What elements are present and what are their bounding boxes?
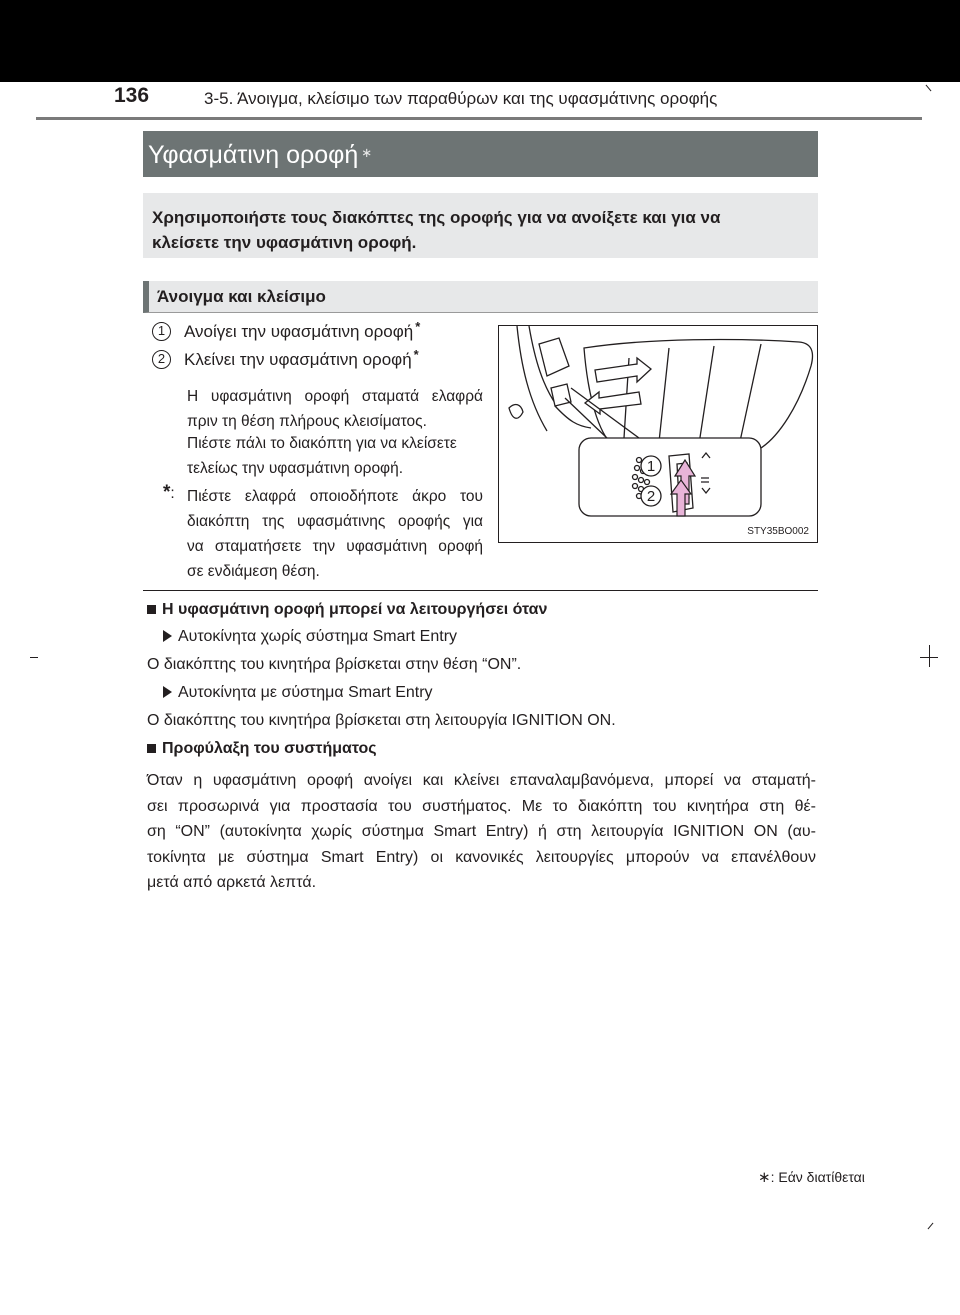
square-bullet-icon: [147, 744, 156, 753]
chapter-title: 3-5. Άνοιγμα, κλείσιμο των παραθύρων και της υφασμάτινης οροφής: [204, 89, 718, 108]
page-number: 136: [114, 84, 150, 107]
system-protection-heading: [147, 740, 377, 758]
asterisk-mark: *: [413, 347, 419, 362]
system-protection-text: [147, 768, 816, 896]
crop-mark: [928, 1223, 934, 1230]
case-label: Αυτοκίνητα με σύστημα Smart Entry: [178, 684, 433, 701]
case-label: Αυτοκίνητα χωρίς σύστημα Smart Entry: [178, 628, 458, 645]
callout-2: 2: [646, 488, 656, 505]
intro-text-line: κλείσετε την υφασμάτινη οροφή.: [152, 233, 417, 252]
crop-mark: [30, 657, 38, 658]
top-black-band: [0, 0, 960, 82]
note-line: Η υφασμάτινη οροφή σταματά ελαφρά: [187, 388, 483, 405]
header-rule: [36, 117, 922, 120]
note-press-again: [187, 431, 483, 481]
body-line: σει προσωρινά για προστασία του συστήματος. Με το διακόπτη του κινητήρα στη θέ-: [147, 797, 816, 815]
intro-text-line: Χρησιμοποιήστε τους διακόπτες της οροφής για να ανοίξετε και για να: [152, 208, 721, 227]
step-2-label: Κλείνει την υφασμάτινη οροφή: [184, 350, 412, 369]
note-line: Πιέστε ελαφρά οποιοδήποτε άκρο του: [187, 488, 483, 505]
note-line: διακόπτη της υφασμάτινης οροφής για: [187, 513, 483, 530]
section-title-text: Υφασμάτινη οροφή: [148, 141, 359, 169]
section-divider: [143, 590, 818, 591]
body-line: Όταν η υφασμάτινη οροφή ανοίγει και κλείνει επαναλαμβανόμενα, μπορεί να σταματή-: [147, 772, 816, 789]
heading-text: Η υφασμάτινη οροφή μπορεί να λειτουργήσει όταν: [162, 601, 548, 618]
star-note-mark: [163, 480, 175, 506]
callout-1: 1: [646, 458, 656, 475]
asterisk-mark: *: [415, 319, 421, 334]
body-line: ση “ON” (αυτοκίνητα χωρίς σύστημα Smart Entry) ή στη λειτουργία IGNITION ON (αυ-: [147, 823, 816, 840]
crop-mark: [926, 85, 932, 92]
roof-switch-illustration: [498, 325, 818, 543]
note-line: Πιέστε πάλι το διακόπτη για να κλείσετε: [187, 435, 457, 452]
availability-mark: ∗: [758, 1169, 771, 1186]
footnote-text: : Εάν διατίθεται: [770, 1169, 865, 1185]
step-1-label: Ανοίγει την υφασμάτινη οροφή: [184, 322, 414, 341]
square-bullet-icon: [147, 605, 156, 614]
figure-code: STY35BO002: [747, 526, 809, 537]
step-2-text: [184, 347, 419, 370]
availability-mark: ∗: [361, 145, 373, 160]
colon: :: [170, 485, 175, 502]
body-line: μετά από αρκετά λεπτά.: [147, 874, 317, 891]
note-line: τελείως την υφασμάτινη οροφή.: [187, 460, 404, 477]
triangle-bullet-icon: [163, 630, 172, 642]
subsection-heading: Άνοιγμα και κλείσιμο: [143, 281, 818, 313]
case-without-smart-entry: [163, 628, 457, 646]
body-line: τοκίνητα με σύστημα Smart Entry) οι κανονικές λειτουργίες μπορούν να επανέλθουν: [147, 848, 816, 866]
case2-text: Ο διακόπτης του κινητήρα βρίσκεται στη λειτουργία IGNITION ON.: [147, 712, 616, 729]
case-with-smart-entry: [163, 684, 433, 702]
section-title: [143, 131, 818, 177]
step-1-text: [184, 319, 421, 342]
operation-conditions-heading: [147, 601, 547, 619]
step-number-2: 2: [152, 350, 171, 369]
intro-box: [143, 193, 818, 258]
asterisk-mark: *: [163, 482, 171, 503]
note-line: να σταματήσετε την υφασμάτινη οροφή: [187, 538, 483, 555]
note-stop-before-close: [187, 384, 483, 434]
star-note: [187, 484, 483, 584]
triangle-bullet-icon: [163, 686, 172, 698]
availability-footnote: [758, 1168, 865, 1186]
note-line: πριν τη θέση πλήρους κλεισίματος.: [187, 413, 427, 430]
step-number-1: 1: [152, 322, 171, 341]
crop-mark: [929, 645, 930, 667]
case1-text: Ο διακόπτης του κινητήρα βρίσκεται στην θέση “ON”.: [147, 656, 522, 673]
note-line: σε ενδιάμεση θέση.: [187, 563, 320, 580]
heading-text: Προφύλαξη του συστήματος: [162, 740, 377, 757]
roof-switch-drawing: [499, 326, 817, 542]
